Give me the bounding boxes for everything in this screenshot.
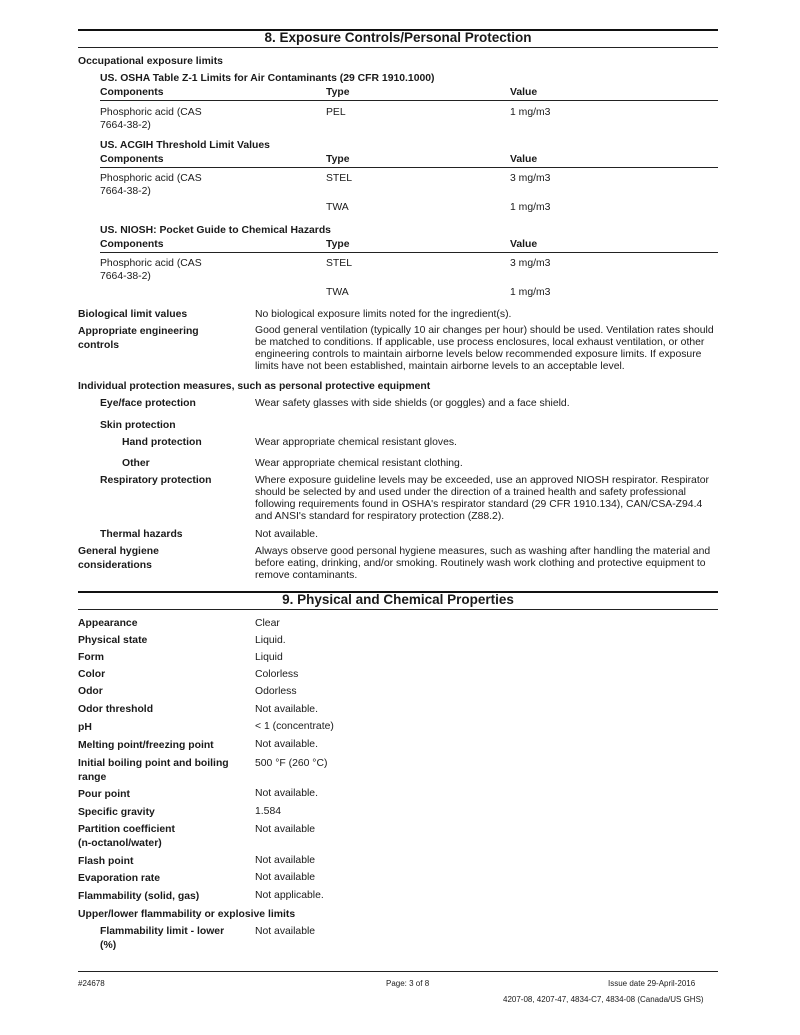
flammability-lower-label-1: Flammability limit - lower [100, 926, 225, 937]
evaporation-rate-label: Evaporation rate [78, 873, 160, 884]
osha-row-type: PEL [326, 107, 346, 118]
boiling-point-label-2: range [78, 772, 107, 783]
hygiene-label-2: considerations [78, 560, 152, 571]
boiling-point-label-1: Initial boiling point and boiling [78, 758, 229, 769]
acgih-row-value: 3 mg/m3 [510, 173, 551, 184]
individual-protection-label: Individual protection measures, such as personal protective equipment [78, 381, 431, 392]
osha-col-value: Value [510, 87, 538, 98]
niosh-row-type: TWA [326, 287, 349, 298]
biological-limits-value: No biological exposure limits noted for the ingredient(s). [255, 309, 512, 320]
niosh-row-value: 1 mg/m3 [510, 287, 551, 298]
acgih-component-line1: Phosphoric acid (CAS [100, 173, 202, 184]
other-protection-label: Other [122, 458, 150, 469]
footer-page: Page: 3 of 8 [386, 979, 430, 988]
respiratory-protection-value: Where exposure guideline levels may be exceeded, use an approved NIOSH respirator. Respirator should be selected by and used under the direction of a trained health and safety professional following requirements found in OSHA's respirator standard (29 CFR 1910.134), CAN/CSA-Z94.4 and ANSI's standard for respiratory protection (Z88.2). [255, 475, 709, 522]
evaporation-rate-value: Not available [255, 872, 316, 883]
niosh-col-value: Value [510, 239, 538, 250]
flash-point-label: Flash point [78, 856, 134, 867]
acgih-component-line2: 7664-38-2) [100, 186, 151, 197]
boiling-point-value: 500 °F (260 °C) [255, 758, 328, 769]
engineering-controls-label-2: controls [78, 340, 119, 351]
niosh-row-value: 3 mg/m3 [510, 258, 551, 269]
pour-point-label: Pour point [78, 789, 130, 800]
hand-protection-value: Wear appropriate chemical resistant gloves. [255, 437, 457, 448]
color-value: Colorless [255, 669, 299, 680]
flammability-lower-value: Not available [255, 926, 316, 937]
acgih-col-value: Value [510, 154, 538, 165]
flammability-value: Not applicable. [255, 890, 324, 901]
section-9-title: 9. Physical and Chemical Properties [282, 592, 514, 607]
acgih-row-type: STEL [326, 173, 352, 184]
color-label: Color [78, 669, 106, 680]
physical-state-label: Physical state [78, 635, 148, 646]
niosh-col-type: Type [326, 239, 350, 250]
engineering-controls-value: Good general ventilation (typically 10 air changes per hour) should be used. Ventilation rates should be matched to conditions. If applicable, use process enclosures, local exhaust ventilation, or other engineering controls to maintain airborne levels below recommended exposure limits. If exposure limits have not been established, maintain airborne levels to an acceptable level. [255, 325, 714, 372]
niosh-component-line2: 7664-38-2) [100, 271, 151, 282]
niosh-table-title: US. NIOSH: Pocket Guide to Chemical Hazards [100, 225, 331, 236]
appearance-value: Clear [255, 618, 280, 629]
ph-label: pH [78, 722, 92, 733]
other-protection-value: Wear appropriate chemical resistant clothing. [255, 458, 463, 469]
eye-protection-value: Wear safety glasses with side shields (or goggles) and a face shield. [255, 398, 570, 409]
occupational-limits-label: Occupational exposure limits [78, 56, 223, 67]
specific-gravity-label: Specific gravity [78, 807, 155, 818]
osha-component-line1: Phosphoric acid (CAS [100, 107, 202, 118]
footer-product-codes: 4207-08, 4207-47, 4834-C7, 4834-08 (Canada/US GHS) [503, 995, 704, 1004]
form-value: Liquid [255, 652, 283, 663]
flammability-lower-label-2: (%) [100, 940, 117, 951]
osha-col-components: Components [100, 87, 164, 98]
pour-point-value: Not available. [255, 788, 318, 799]
specific-gravity-value: 1.584 [255, 806, 282, 817]
odor-value: Odorless [255, 686, 297, 697]
thermal-hazards-value: Not available. [255, 529, 318, 540]
niosh-col-components: Components [100, 239, 164, 250]
niosh-row-type: STEL [326, 258, 352, 269]
osha-col-type: Type [326, 87, 350, 98]
osha-table-title: US. OSHA Table Z-1 Limits for Air Contaminants (29 CFR 1910.1000) [100, 73, 435, 84]
engineering-controls-label-1: Appropriate engineering [78, 326, 199, 337]
odor-threshold-label: Odor threshold [78, 704, 154, 715]
osha-component-line2: 7664-38-2) [100, 120, 151, 131]
form-label: Form [78, 652, 104, 663]
hygiene-label-1: General hygiene [78, 546, 159, 557]
melting-point-label: Melting point/freezing point [78, 740, 214, 751]
partition-coefficient-value: Not available [255, 824, 316, 835]
hygiene-value: Always observe good personal hygiene measures, such as washing after handling the material and before eating, drinking, and/or smoking. Routinely wash work clothing and protective equipment to remove contaminants. [255, 546, 711, 581]
flammability-limits-label: Upper/lower flammability or explosive limits [78, 909, 296, 920]
eye-protection-label: Eye/face protection [100, 398, 196, 409]
flash-point-value: Not available [255, 855, 316, 866]
acgih-table-title: US. ACGIH Threshold Limit Values [100, 140, 270, 151]
odor-label: Odor [78, 686, 103, 697]
biological-limits-label: Biological limit values [78, 309, 188, 320]
footer-issue-date: Issue date 29-April-2016 [608, 979, 696, 988]
osha-row-value: 1 mg/m3 [510, 107, 551, 118]
hand-protection-label: Hand protection [122, 437, 202, 448]
melting-point-value: Not available. [255, 739, 318, 750]
acgih-col-type: Type [326, 154, 350, 165]
acgih-row-value: 1 mg/m3 [510, 202, 551, 213]
skin-protection-label: Skin protection [100, 420, 176, 431]
partition-coefficient-label-1: Partition coefficient [78, 824, 175, 835]
niosh-component-line1: Phosphoric acid (CAS [100, 258, 202, 269]
odor-threshold-value: Not available. [255, 704, 318, 715]
thermal-hazards-label: Thermal hazards [100, 529, 183, 540]
flammability-label: Flammability (solid, gas) [78, 891, 200, 902]
partition-coefficient-label-2: (n-octanol/water) [78, 838, 162, 849]
acgih-row-type: TWA [326, 202, 349, 213]
section-8-title: 8. Exposure Controls/Personal Protection [264, 30, 532, 45]
respiratory-protection-label: Respiratory protection [100, 475, 212, 486]
appearance-label: Appearance [78, 618, 138, 629]
ph-value: < 1 (concentrate) [255, 721, 334, 732]
footer-doc-number: #24678 [78, 979, 105, 988]
physical-state-value: Liquid. [255, 635, 286, 646]
acgih-col-components: Components [100, 154, 164, 165]
